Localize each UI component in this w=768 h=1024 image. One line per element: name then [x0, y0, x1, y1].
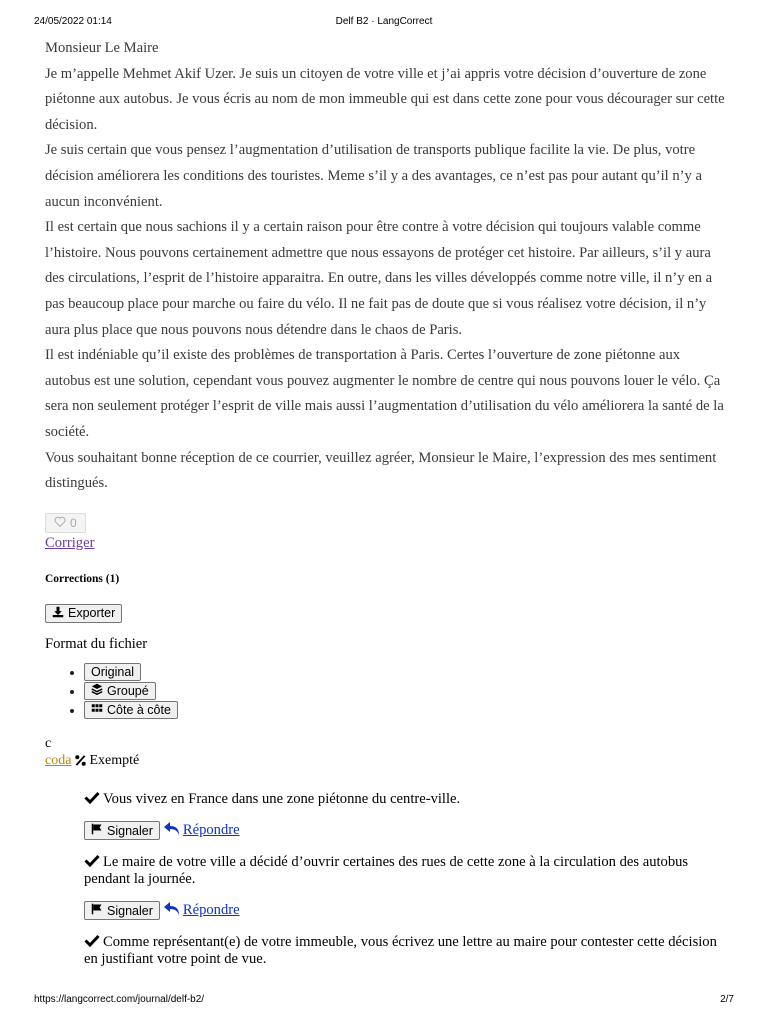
reply-link[interactable] [164, 822, 240, 840]
format-side-by-side-label: • Côte à côte [107, 702, 171, 717]
like-button[interactable] [45, 513, 86, 533]
corrections-heading: Corrections (1) [45, 572, 120, 585]
sentence-text: Comme représentant(e) de votre immeuble, vous écrivez une lettre au maire pour contester cette décision en justifiant votre point de vue. [84, 934, 717, 967]
reply-icon [164, 902, 180, 920]
format-list [45, 663, 725, 720]
download-icon [52, 606, 64, 621]
print-footer [0, 994, 768, 1008]
print-header [0, 16, 768, 30]
format-grouped-label: • Groupé [107, 683, 149, 698]
report-button[interactable] [84, 821, 160, 840]
report-label: Signaler [107, 903, 153, 918]
format-original-button[interactable] [84, 663, 141, 681]
heart-outline-icon [54, 516, 66, 530]
sentence-text: Vous vivez en France dans une zone piétonne du centre-ville. [103, 790, 461, 807]
entry-paragraph: Il est certain que nous sachions il y a certain raison pour être contre à votre décision qui toujours valable comme l’histoire. Nous pouvons certainement admettre que nous essayons de protéger cet histoire. Par ailleurs, s’il y aura des circulations, l’esprit de l’histoire apparaitra. En outre, dans les villes développés comme notre ville, il n’y en a pas beaucoup place pour marche ou faire du vélo. Il ne fait pas de doute que si vous réalisez votre décision, il n’y aura plus place que nous pouvons nous détendre dans le chaos de Paris. [45, 219, 713, 338]
format-original-label: • Original [91, 664, 135, 679]
correction-actions [84, 901, 725, 920]
check-icon [84, 854, 103, 870]
reply-label: Répondre [182, 822, 240, 839]
layers-icon [91, 683, 103, 698]
export-label: Exporter [68, 606, 116, 621]
author-link[interactable]: coda [45, 752, 72, 768]
sentence-text: Le maire de votre ville a décidé d’ouvrir certaines des rues de cette zone à la circulation des autobus pendant la journée. [84, 854, 689, 887]
reply-label: Répondre [182, 902, 240, 919]
print-url: https://langcorrect.com/journal/delf-b2/ [34, 994, 205, 1005]
format-item [84, 701, 725, 720]
reply-link[interactable] [164, 902, 240, 920]
print-datetime: 24/05/2022 01:14 [34, 16, 112, 27]
check-icon [84, 934, 103, 950]
salutation: Monsieur Le Maire [45, 40, 159, 56]
avatar: c [45, 735, 52, 751]
journal-content [45, 36, 725, 967]
entry-paragraph: Je suis certain que vous pensez l’augmentation d’utilisation de transports publique facilite la vie. De plus, votre décision améliorera les conditions des touristes. Meme s’il y a des avantages, ce n’est pas pour autant qu’il n’y a aucun inconvénient. [45, 142, 702, 210]
report-label: Signaler [107, 823, 153, 838]
journal-entry-text [45, 36, 725, 497]
format-grouped-button[interactable] [84, 682, 156, 700]
correction-list [84, 791, 725, 968]
exempt-status: Exempté [89, 752, 140, 768]
format-side-by-side-button[interactable] [84, 701, 178, 719]
entry-paragraph: Vous souhaitant bonne réception de ce courrier, veuillez agréer, Monsieur le Maire, l’expression des mes sentiment distingués. [45, 449, 717, 492]
format-item [84, 682, 725, 701]
entry-paragraph: Il est indéniable qu’il existe des problèmes de transportation à Paris. Certes l’ouverture de zone piétonne aux autobus est une solution, cependant vous pouvez augmenter le nombre de centre qui nous pouvons louer le vélo. Ça sera non seulement protéger l’esprit de ville mais aussi l’augmentation d’utilisation du vélo améliorera la santé de la société. [45, 347, 724, 440]
reply-icon [164, 822, 180, 840]
correction-sentence [84, 854, 725, 887]
correction-sentence [84, 791, 725, 808]
report-button[interactable] [84, 901, 160, 920]
percent-icon [75, 755, 86, 766]
correct-link[interactable]: Corriger [45, 534, 95, 551]
export-button[interactable] [45, 604, 122, 623]
print-page-title: Delf B2 · LangCorrect [335, 16, 433, 27]
correction-author-row [45, 753, 725, 769]
like-count: 0 [70, 515, 77, 530]
correction-sentence [84, 934, 725, 967]
entry-paragraph: Je m’appelle Mehmet Akif Uzer. Je suis un citoyen de votre ville et j’ai appris votre décision d’ouverture de zone piétonne aux autobus. Je vous écris au nom de mon immeuble qui est dans cette zone pour vous décourager sur cette décision. [45, 65, 725, 133]
flag-icon [91, 823, 103, 838]
correction-actions [84, 821, 725, 840]
flag-icon [91, 903, 103, 918]
file-format-title: Format du fichier [45, 635, 148, 652]
print-page-number: 2/7 [720, 994, 734, 1005]
grid-icon [91, 702, 103, 717]
format-item [84, 663, 725, 682]
check-icon [84, 791, 103, 807]
